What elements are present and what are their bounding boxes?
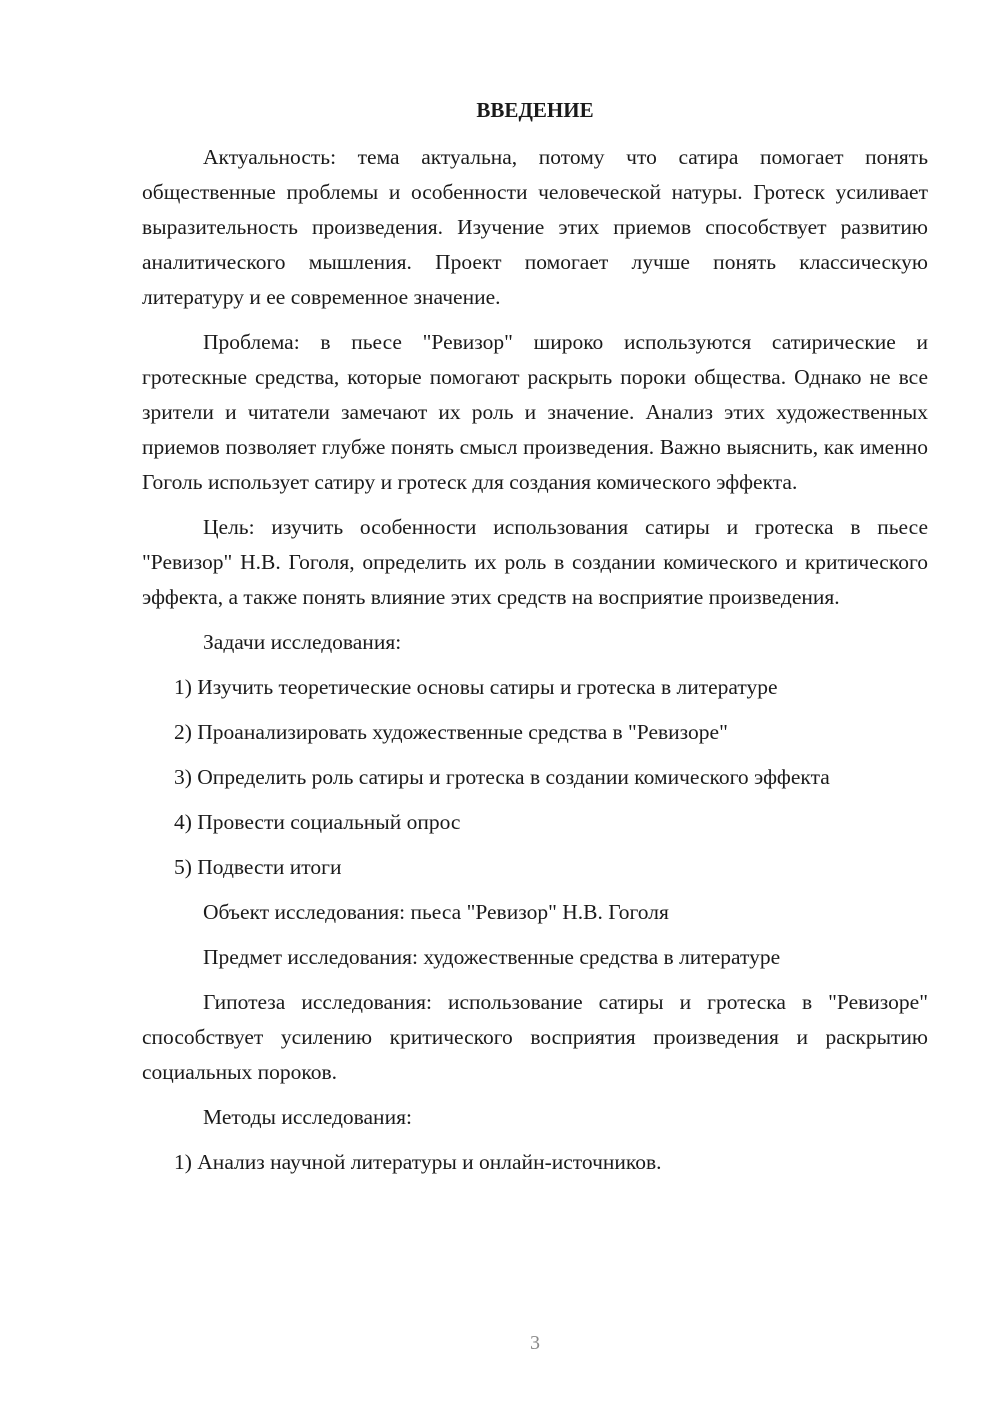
- document-page: [142, 94, 928, 1190]
- section-heading: ВВЕДЕНИЕ: [476, 98, 594, 122]
- tasks-title: Задачи исследования:: [203, 630, 402, 654]
- page-number: 3: [530, 1332, 540, 1354]
- methods-title: Методы исследования:: [203, 1105, 412, 1129]
- task-item-5: 5) Подвести итоги: [174, 855, 342, 879]
- method-item-1: 1) Анализ научной литературы и онлайн-источников.: [174, 1150, 662, 1174]
- task-item-3: 3) Определить роль сатиры и гротеска в создании комического эффекта: [174, 765, 830, 789]
- goal-paragraph: Цель: изучить особенности использования сатиры и гротеска в пьесе "Ревизор" Н.В. Гоголя, определить их роль в создании комического и критического эффекта, а также понять влияние этих средств на восприятие произведения.: [142, 515, 928, 609]
- task-item-2: 2) Проанализировать художественные средства в "Ревизоре": [174, 720, 728, 744]
- hypothesis-paragraph: Гипотеза исследования: использование сатиры и гротеска в "Ревизоре" способствует усилению критического восприятия произведения и раскрытию социальных пороков.: [142, 990, 928, 1084]
- research-subject: Предмет исследования: художественные средства в литературе: [203, 945, 781, 969]
- research-object: Объект исследования: пьеса "Ревизор" Н.В. Гоголя: [203, 900, 669, 924]
- problem-paragraph: Проблема: в пьесе "Ревизор" широко используются сатирические и гротескные средства, которые помогают раскрыть пороки общества. Однако не все зрители и читатели замечают их роль и значение. Анализ этих художественных приемов позволяет глубже понять смысл произведения. Важно выяснить, как именно Гоголь использует сатиру и гротеск для создания комического эффекта.: [142, 330, 928, 494]
- task-item-1: 1) Изучить теоретические основы сатиры и гротеска в литературе: [174, 675, 778, 699]
- task-item-4: 4) Провести социальный опрос: [174, 810, 461, 834]
- relevance-paragraph: Актуальность: тема актуальна, потому что сатира помогает понять общественные проблемы и особенности человеческой натуры. Гротеск усиливает выразительность произведения. Изучение этих приемов способствует развитию аналитического мышления. Проект помогает лучше понять классическую литературу и ее современное значение.: [142, 145, 928, 309]
